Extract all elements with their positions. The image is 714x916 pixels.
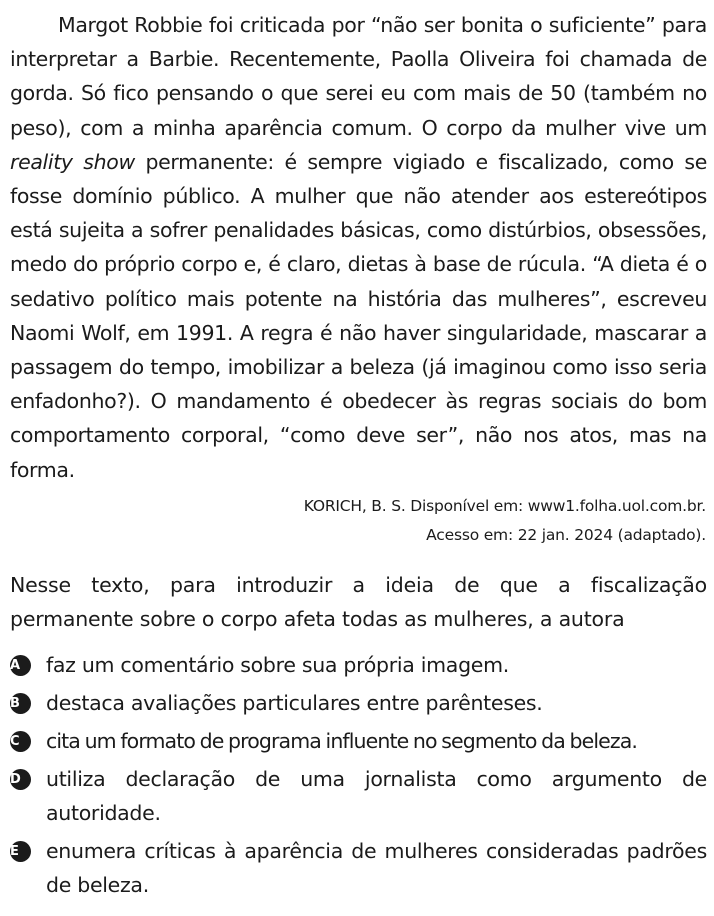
- option-c-text: cita um formato de programa influente no segmento da beleza.: [46, 729, 637, 753]
- option-a-letter-badge: A: [10, 655, 31, 676]
- option-b-letter-badge: B: [10, 693, 31, 714]
- passage-text-part2: permanente: é sempre vigiado e fiscalizado, como se fosse domínio público. A mulher que não atender aos estereótipos está sujeita a sofrer penalidades básicas, como distúrbios, obsessões, medo do próprio corpo e, é claro, dietas à base de rúcula. “A dieta é o sedativo político mais potente na história das mulheres”, escreveu Naomi Wolf, em 1991. A regra é não haver singularidade, mascarar a passagem do tempo, imobilizar a beleza (já imaginou como isso seria enfadonho?). O mandamento é obedecer às regras sociais do bom comportamento corporal, “como deve ser”, não nos atos, mas na forma.: [10, 149, 707, 482]
- passage-paragraph: [10, 8, 707, 487]
- option-a-text: faz um comentário sobre sua própria imagem.: [46, 653, 509, 677]
- citation-line-2: Acesso em: 22 jan. 2024 (adaptado).: [426, 526, 706, 544]
- option-a[interactable]: [10, 648, 707, 682]
- reading-passage: [10, 8, 707, 487]
- option-d-letter-badge: D: [10, 769, 31, 790]
- option-b-text: destaca avaliações particulares entre parênteses.: [46, 691, 543, 715]
- source-citation: [106, 492, 706, 550]
- option-c[interactable]: [10, 724, 707, 758]
- option-b[interactable]: [10, 686, 707, 720]
- option-e-letter-badge: E: [10, 841, 31, 862]
- passage-text-part1: Margot Robbie foi criticada por “não ser bonita o suficiente” para interpretar a Barbie. Recentemente, Paolla Oliveira foi chamada de gorda. Só fico pensando o que serei eu com mais de 50 (também no peso), com a minha aparência comum. O corpo da mulher vive um: [10, 13, 707, 140]
- citation-line-1: KORICH, B. S. Disponível em: www1.folha.uol.com.br.: [303, 497, 706, 515]
- option-d[interactable]: [10, 762, 707, 830]
- option-e-text: enumera críticas à aparência de mulheres consideradas padrões de beleza.: [46, 839, 707, 897]
- option-c-letter-badge: C: [10, 731, 31, 752]
- passage-italic-term: reality show: [10, 149, 135, 174]
- answer-options: [10, 648, 707, 906]
- question-stem: Nesse texto, para introduzir a ideia de que a fiscalização permanente sobre o corpo afeta todas as mulheres, a autora: [10, 573, 707, 631]
- option-e[interactable]: [10, 834, 707, 902]
- option-d-text: utiliza declaração de uma jornalista como argumento de autoridade.: [46, 767, 707, 825]
